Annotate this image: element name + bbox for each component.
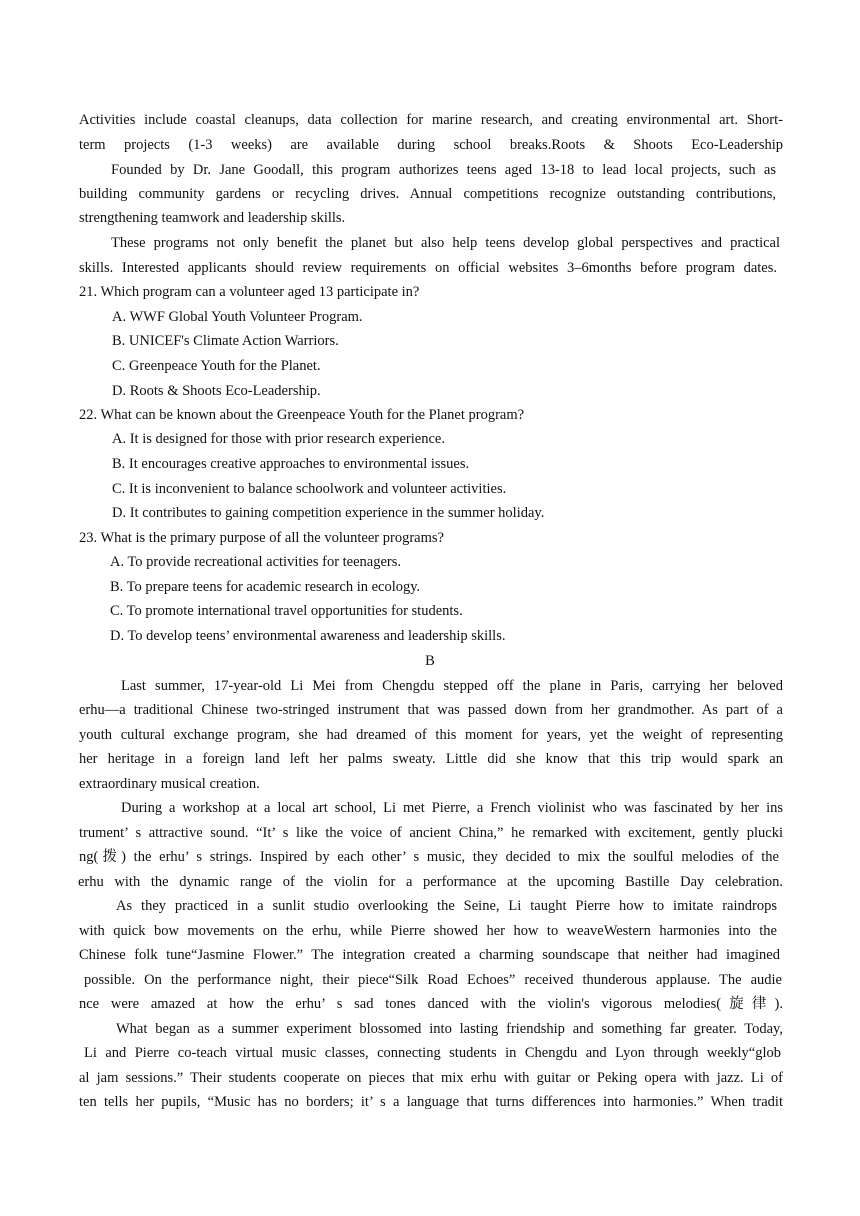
paragraph-line: nce were amazed at how the erhu’ s sad tones danced with the violin's vigorous melodies(旋律). bbox=[79, 996, 783, 1012]
paragraph-line: extraordinary musical creation. bbox=[79, 776, 260, 792]
paragraph-line: al jam sessions.” Their students cooperate on pieces that mix erhu with guitar or Peking opera with jazz. Li of bbox=[79, 1070, 783, 1086]
question-stem: 23. What is the primary purpose of all the volunteer programs? bbox=[79, 530, 444, 546]
paragraph-line: ng(拨) the erhu’ s strings. Inspired by each other’ s music, they decided to mix the soulful melodies of the bbox=[79, 849, 779, 865]
paragraph-line: Li and Pierre co-teach virtual music classes, connecting students in Chengdu and Lyon through weekly“glob bbox=[84, 1045, 781, 1061]
paragraph-line: Chinese folk tune“Jasmine Flower.” The integration created a charming soundscape that neither had imagined bbox=[79, 947, 780, 963]
paragraph-line: erhu with the dynamic range of the violin for a performance at the upcoming Bastille Day celebration. bbox=[78, 874, 783, 890]
paragraph-line: building community gardens or recycling drives. Annual competitions recognize outstanding contributions, bbox=[79, 186, 776, 202]
answer-option: C. It is inconvenient to balance schoolwork and volunteer activities. bbox=[112, 481, 507, 497]
paragraph-line: erhu—a traditional Chinese two-stringed instrument that was passed down from her grandmother. As part of a bbox=[79, 702, 783, 718]
paragraph-line: possible. On the performance night, their piece“Silk Road Echoes” received thunderous applause. The audie bbox=[84, 972, 782, 988]
answer-option: B. It encourages creative approaches to environmental issues. bbox=[112, 456, 470, 472]
paragraph-line: her heritage in a foreign land left her palms sweaty. Little did she know that this trip would spark an bbox=[79, 751, 783, 767]
answer-option: B. UNICEF's Climate Action Warriors. bbox=[112, 333, 339, 349]
section-heading: B bbox=[425, 653, 435, 669]
paragraph-line: ten tells her pupils, “Music has no borders; it’ s a language that turns differences into harmonies.” When tradit bbox=[79, 1094, 783, 1110]
answer-option: D. To develop teens’ environmental awareness and leadership skills. bbox=[110, 628, 506, 644]
paragraph-line: Activities include coastal cleanups, data collection for marine research, and creating environmental art. Short- bbox=[79, 112, 783, 128]
paragraph-line: strengthening teamwork and leadership skills. bbox=[79, 210, 346, 226]
question-stem: 21. Which program can a volunteer aged 13 participate in? bbox=[79, 284, 420, 300]
paragraph-line: As they practiced in a sunlit studio overlooking the Seine, Li taught Pierre how to imitate raindrops bbox=[116, 898, 777, 914]
question-stem: 22. What can be known about the Greenpeace Youth for the Planet program? bbox=[79, 407, 525, 423]
paragraph-line: What began as a summer experiment blossomed into lasting friendship and something far greater. Today, bbox=[116, 1021, 783, 1037]
answer-option: D. It contributes to gaining competition experience in the summer holiday. bbox=[112, 505, 545, 521]
paragraph-line: Last summer, 17-year-old Li Mei from Chengdu stepped off the plane in Paris, carrying her beloved bbox=[121, 678, 783, 694]
paragraph-line: During a workshop at a local art school, Li met Pierre, a French violinist who was fascinated by her ins bbox=[121, 800, 783, 816]
paragraph-line: term projects (1-3 weeks) are available during school breaks.Roots & Shoots Eco-Leadership bbox=[79, 137, 783, 153]
answer-option: B. To prepare teens for academic research in ecology. bbox=[110, 579, 421, 595]
paragraph-line: skills. Interested applicants should review requirements on official websites 3–6months before program dates. bbox=[79, 260, 777, 276]
answer-option: A. To provide recreational activities for teenagers. bbox=[110, 554, 402, 570]
paragraph-line: These programs not only benefit the planet but also help teens develop global perspectives and practical bbox=[111, 235, 780, 251]
answer-option: D. Roots & Shoots Eco-Leadership. bbox=[112, 383, 321, 399]
answer-option: A. It is designed for those with prior research experience. bbox=[112, 431, 445, 447]
answer-option: C. To promote international travel opportunities for students. bbox=[110, 603, 463, 619]
answer-option: A. WWF Global Youth Volunteer Program. bbox=[112, 309, 363, 325]
paragraph-line: youth cultural exchange program, she had dreamed of this moment for years, yet the weight of representing bbox=[79, 727, 783, 743]
answer-option: C. Greenpeace Youth for the Planet. bbox=[112, 358, 321, 374]
paragraph-line: with quick bow movements on the erhu, while Pierre showed her how to weaveWestern harmonies into the bbox=[79, 923, 777, 939]
paragraph-line: trument’ s attractive sound. “It’ s like the voice of ancient China,” he remarked with excitement, gently plucki bbox=[79, 825, 783, 841]
paragraph-line: Founded by Dr. Jane Goodall, this program authorizes teens aged 13-18 to lead local projects, such as bbox=[111, 162, 776, 178]
